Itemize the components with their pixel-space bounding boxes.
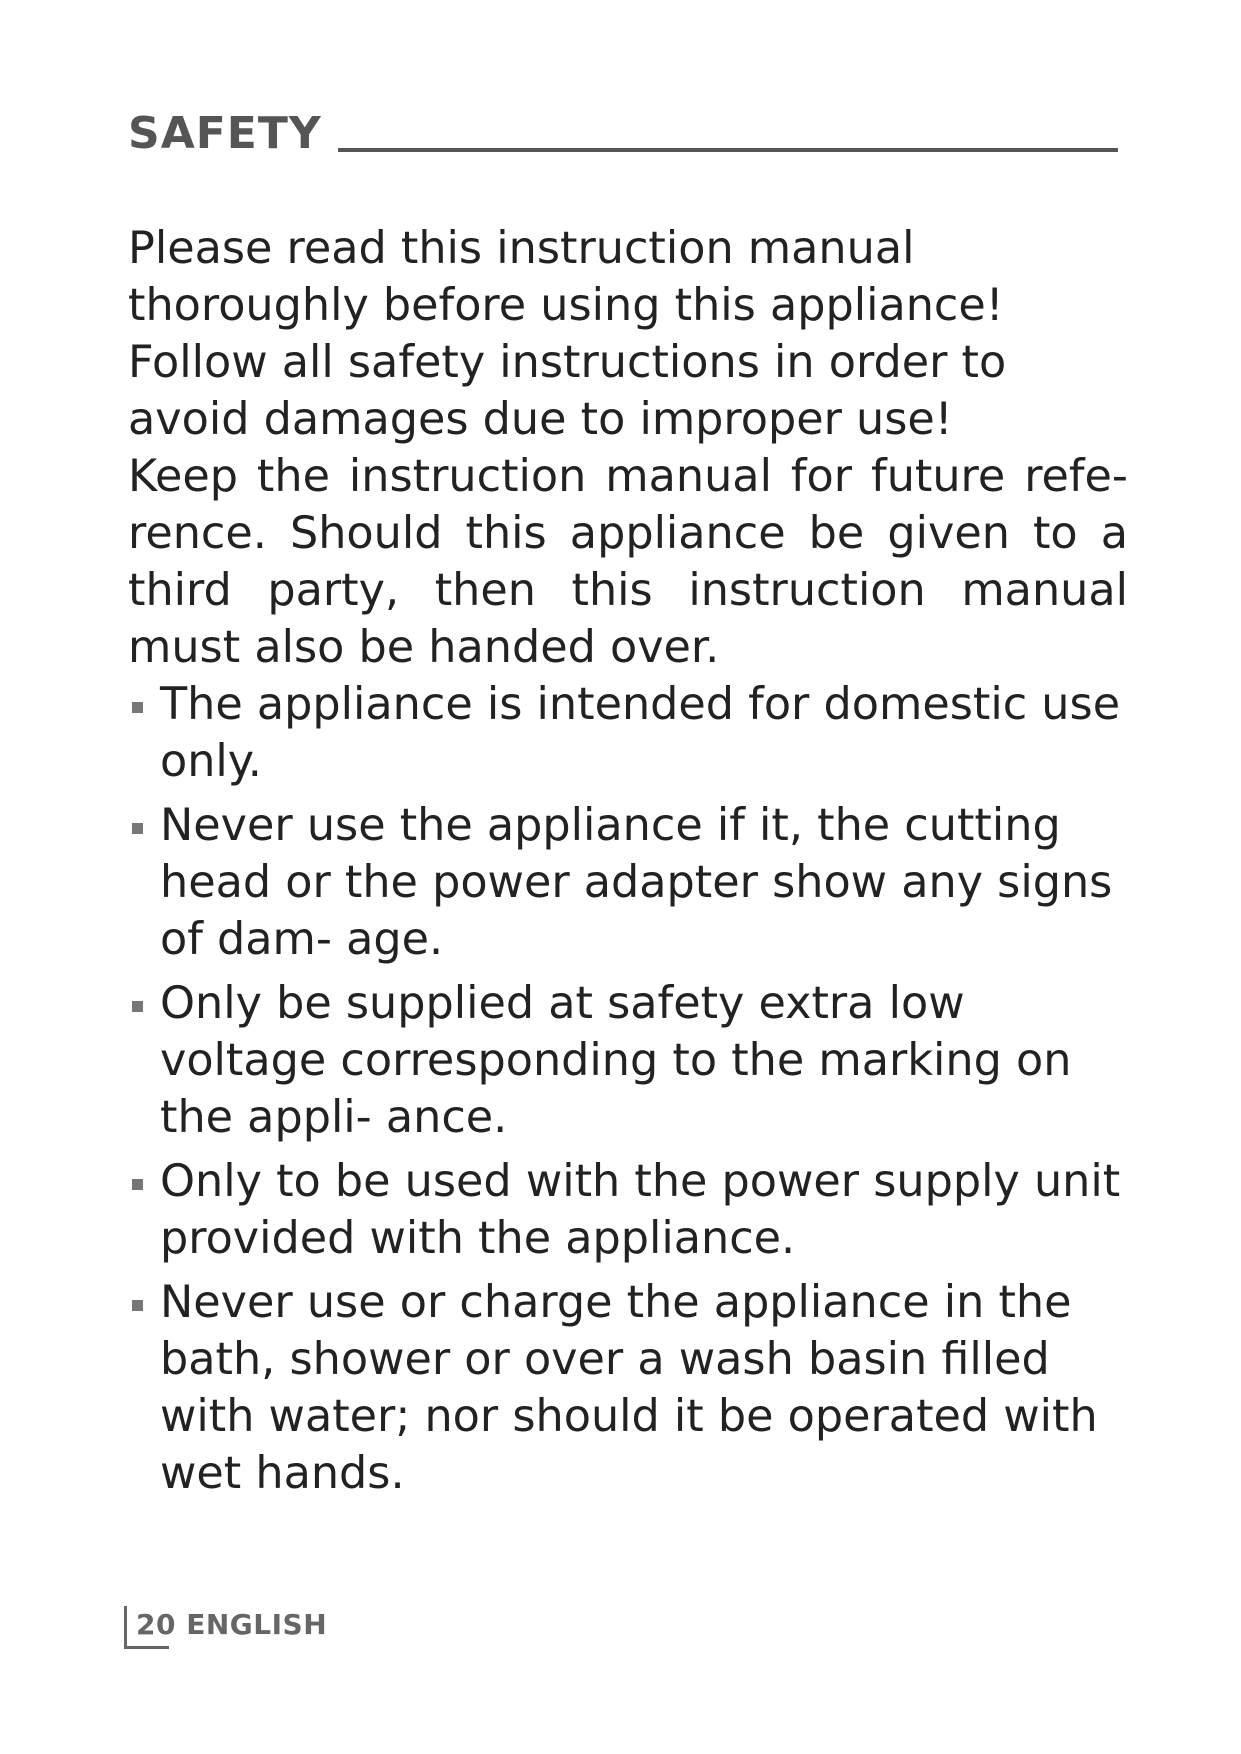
safety-content [128, 220, 1128, 1502]
square-bullet-icon [132, 1001, 143, 1012]
list-item [128, 1153, 1128, 1267]
footer-label [136, 1608, 327, 1641]
list-item [128, 975, 1128, 1146]
section-title: SAFETY [128, 108, 322, 159]
bullet-text: Never use the appliance if it, the cutting head or the power adapter show any signs of dam- age. [160, 800, 1113, 965]
square-bullet-icon [132, 1300, 143, 1311]
page-number: 20 [136, 1608, 176, 1641]
bullet-text: The appliance is intended for domestic use only. [160, 679, 1121, 787]
bullet-text: Only be supplied at safety extra low voltage corresponding to the marking on the appli- ance. [160, 978, 1072, 1143]
bullet-text: Only to be used with the power supply unit provided with the appliance. [160, 1156, 1121, 1264]
list-item [128, 797, 1128, 968]
bullet-text: Never use or charge the appliance in the bath, shower or over a wash basin filled with water; nor should it be operated with wet hands. [160, 1277, 1098, 1499]
page-footer [124, 1606, 328, 1652]
square-bullet-icon [132, 1179, 143, 1190]
keep-manual-paragraph: Keep the instruction manual for future refe- rence. Should this appliance be given to a third party, then this instruction manual must also be handed over. [128, 451, 1128, 673]
list-item [128, 1274, 1128, 1502]
list-item [128, 676, 1128, 790]
heading-underline [338, 148, 1118, 152]
safety-bullet-list [128, 676, 1128, 1502]
square-bullet-icon [132, 702, 143, 713]
square-bullet-icon [132, 823, 143, 834]
intro-paragraph: Please read this instruction manual thoroughly before using this appliance! Follow all safety instructions in order to avoid damages due to improper use! [128, 223, 1007, 445]
footer-language: ENGLISH [186, 1608, 328, 1641]
section-heading [128, 108, 1118, 160]
